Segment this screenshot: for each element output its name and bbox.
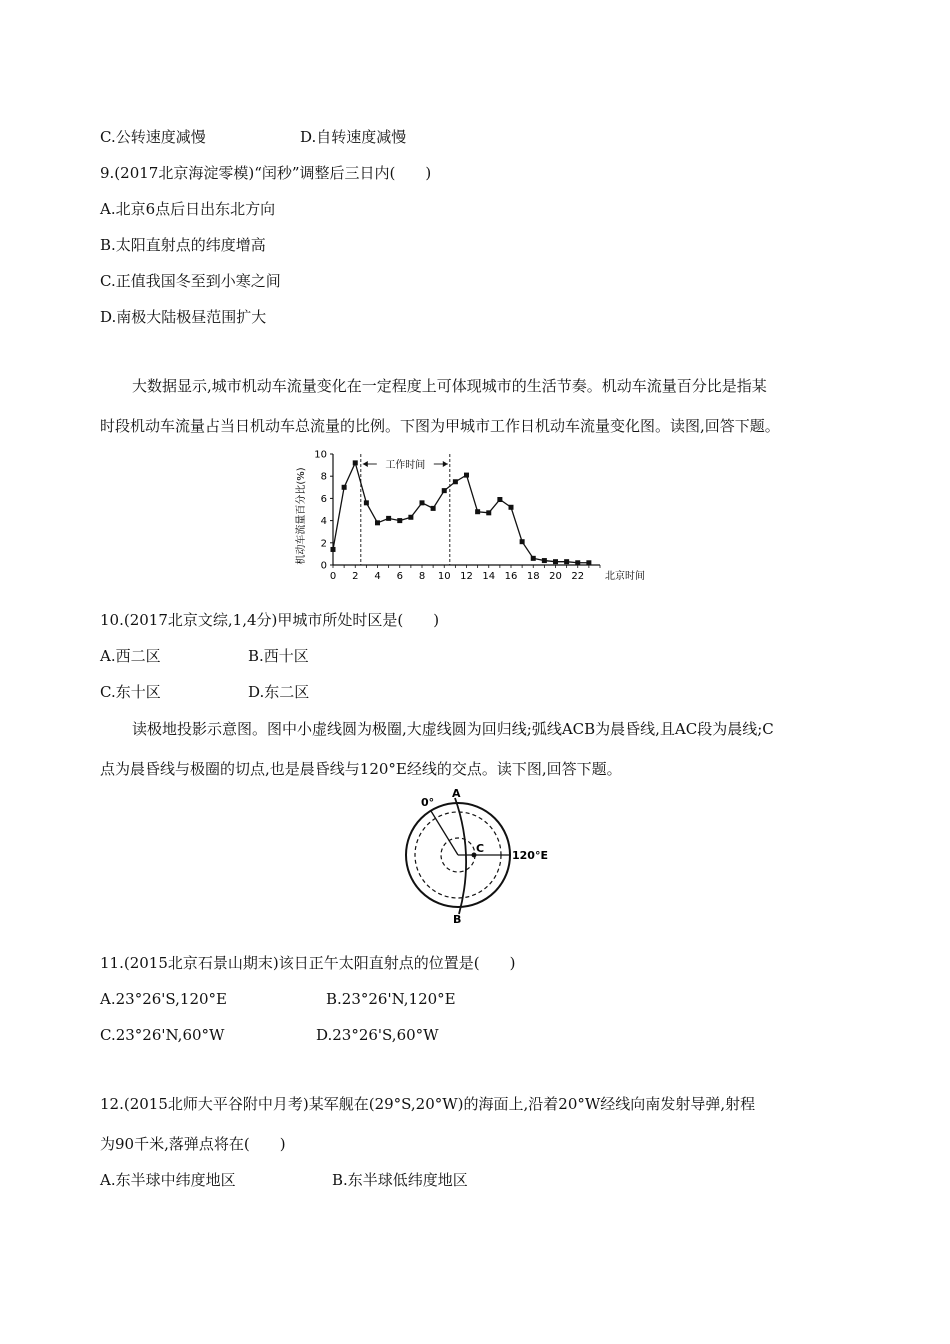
q9-option-d: D.南极大陆极昼范围扩大 [100, 308, 267, 326]
data-point [575, 560, 580, 565]
data-point [553, 559, 558, 564]
chart-x-tick-label: 12 [460, 571, 473, 582]
q10-option-a: A.西二区 [100, 647, 161, 665]
chart-y-tick-label: 0 [320, 560, 327, 572]
chart-x-tick-label: 10 [437, 571, 451, 582]
chart-y-tick-label: 4 [320, 516, 327, 528]
data-point [386, 516, 391, 521]
q8-option-d: D.自转速度减慢 [300, 128, 407, 146]
q9-option-c: C.正值我国冬至到小寒之间 [100, 272, 281, 290]
work-time-annotation: 工作时间 [385, 460, 426, 471]
terminator-arc-acb [455, 798, 466, 914]
traffic-line-chart [290, 446, 660, 586]
material1-line2: 时段机动车流量占当日机动车总流量的比例。下图为甲城市工作日机动车流量变化图。读图,回答下题。 [100, 417, 780, 435]
data-point [342, 485, 347, 490]
chart-x-tick-label: 0 [329, 571, 337, 582]
data-point [375, 520, 380, 525]
material2-line2: 点为晨昏线与极圈的切点,也是晨昏线与120°E经线的交点。读下图,回答下题。 [100, 760, 622, 778]
chart-x-tick-label: 18 [526, 571, 540, 582]
polar-projection-diagram [385, 786, 565, 926]
data-point [475, 509, 480, 514]
label-c: C [476, 842, 485, 855]
chart-y-tick-label: 8 [320, 471, 327, 483]
chart-y-axis-label: 机动车流量百分比(%) [296, 467, 307, 565]
data-point [364, 500, 369, 505]
chart-x-tick-label: 14 [482, 571, 496, 582]
data-point [509, 505, 514, 510]
chart-x-tick-label: 6 [396, 571, 403, 582]
q11-option-a: A.23°26'S,120°E [100, 990, 227, 1008]
data-point [586, 560, 591, 565]
q12-option-a: A.东半球中纬度地区 [100, 1171, 236, 1189]
material1-line1: 大数据显示,城市机动车流量变化在一定程度上可体现城市的生活节奏。机动车流量百分比是指某 [132, 377, 767, 395]
q10-option-b: B.西十区 [248, 647, 309, 665]
q9-option-b: B.太阳直射点的纬度增高 [100, 236, 266, 254]
chart-x-tick-label: 4 [374, 571, 381, 582]
chart-y-tick-label: 10 [314, 449, 327, 461]
material2-line1: 读极地投影示意图。图中小虚线圆为极圈,大虚线圆为回归线;弧线ACB为晨昏线,且AC段为晨线;C [132, 720, 774, 738]
q10-stem: 10.(2017北京文综,1,4分)甲城市所处时区是( ) [100, 611, 440, 629]
traffic-series-line [333, 463, 589, 563]
chart-x-tick-label: 16 [504, 571, 518, 582]
data-point [531, 556, 536, 561]
label-b: B [453, 913, 462, 926]
q10-option-d: D.东二区 [248, 683, 310, 701]
q11-option-c: C.23°26'N,60°W [100, 1026, 225, 1044]
data-point [442, 488, 447, 493]
data-point [453, 479, 458, 484]
data-point [564, 559, 569, 564]
chart-x-tick-label: 22 [571, 571, 585, 582]
q12-stem-line2: 为90千米,落弹点将在( ) [100, 1135, 286, 1153]
data-point [486, 510, 491, 515]
data-point [331, 547, 336, 552]
data-point [408, 515, 413, 520]
data-point [542, 558, 547, 563]
data-point [431, 506, 436, 511]
q12-stem-line1: 12.(2015北师大平谷附中月考)某军舰在(29°S,20°W)的海面上,沿着20°W经线向南发射导弹,射程 [100, 1095, 756, 1113]
q9-option-a: A.北京6点后日出东北方向 [100, 200, 276, 218]
data-point [464, 473, 469, 478]
q10-option-c: C.东十区 [100, 683, 161, 701]
work-arrow-right-head [443, 461, 448, 467]
meridian-0 [431, 811, 458, 855]
q9-stem: 9.(2017北京海淀零模)“闰秒”调整后三日内( ) [100, 164, 432, 182]
q12-option-b: B.东半球低纬度地区 [332, 1171, 468, 1189]
chart-x-tick-label: 2 [352, 571, 359, 582]
chart-y-tick-label: 6 [320, 493, 327, 505]
q11-option-d: D.23°26'S,60°W [316, 1026, 439, 1044]
chart-x-axis-label: 北京时间 [605, 571, 645, 582]
q11-option-b: B.23°26'N,120°E [326, 990, 456, 1008]
label-a: A [452, 787, 461, 800]
q11-stem: 11.(2015北京石景山期末)该日正午太阳直射点的位置是( ) [100, 954, 516, 972]
label-120e: 120°E [512, 849, 548, 862]
label-0-degree: 0° [421, 796, 435, 809]
chart-x-tick-label: 8 [418, 571, 426, 582]
data-point [520, 539, 525, 544]
data-point [397, 518, 402, 523]
data-point [420, 500, 425, 505]
work-arrow-left-head [363, 461, 368, 467]
q8-option-c: C.公转速度减慢 [100, 128, 206, 146]
data-point [497, 497, 502, 502]
chart-x-tick-label: 20 [549, 571, 562, 582]
chart-y-tick-label: 2 [320, 538, 327, 550]
data-point [353, 460, 358, 465]
